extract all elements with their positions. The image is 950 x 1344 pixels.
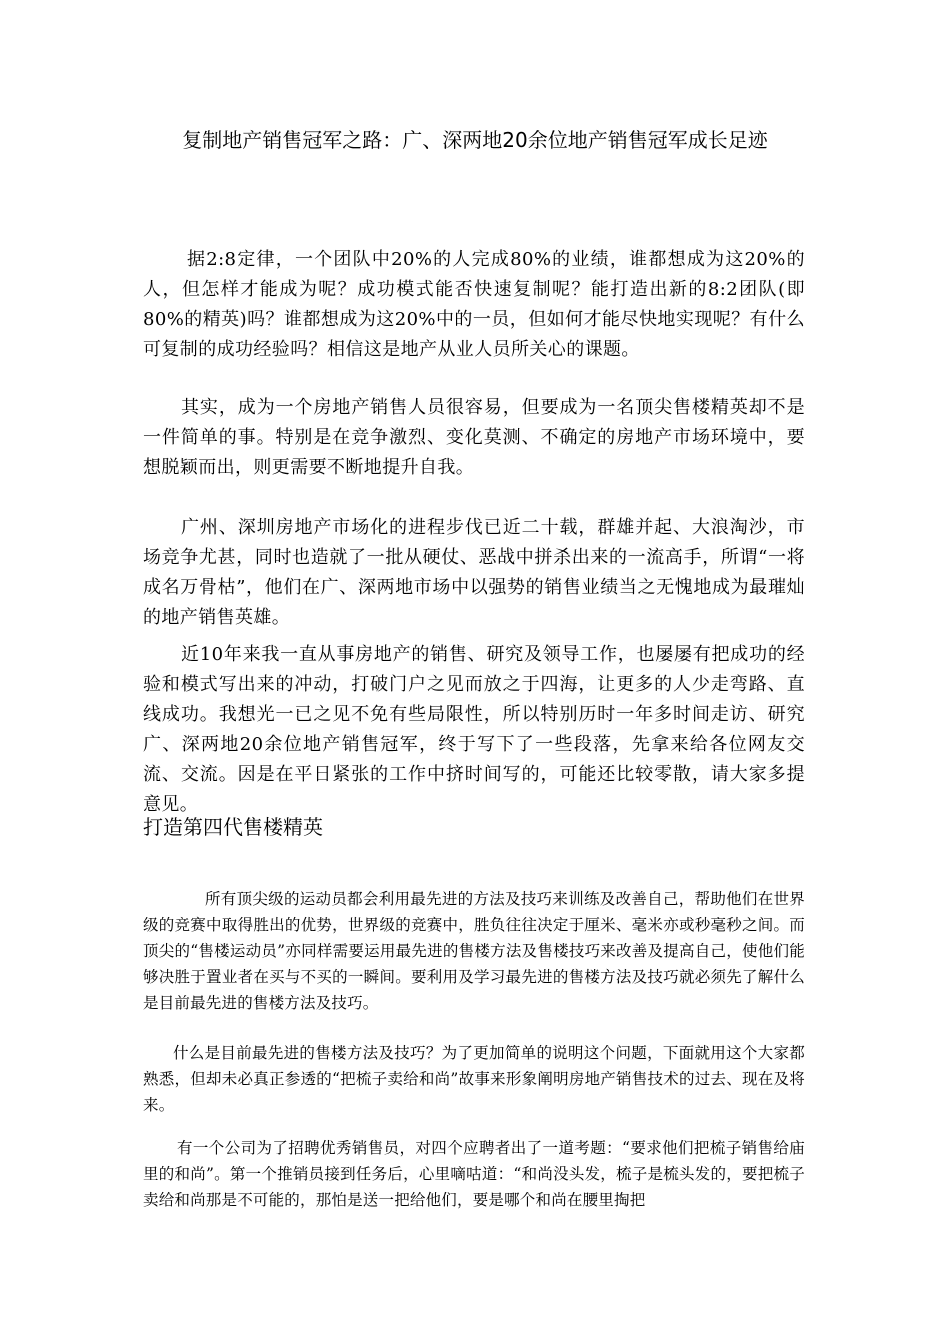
section-paragraph-3: 有一个公司为了招聘优秀销售员，对四个应聘者出了一道考题：“要求他们把梳子销售给庙里的和尚”。第一个推销员接到任务后，心里嘀咕道：“和尚没头发，梳子是梳头发的，要把梳子卖给和尚那是不可能的，那怕是送一把给他们，要是哪个和尚在腰里掏把	[143, 1139, 805, 1209]
document-title: 复制地产销售冠军之路：广、深两地20余位地产销售冠军成长足迹	[182, 128, 768, 152]
intro-paragraph-3: 广州、深圳房地产市场化的进程步伐已近二十载，群雄并起、大浪淘沙，市场竞争尤甚，同时也造就了一批从硬仗、恶战中拼杀出来的一流高手，所谓“一将成名万骨枯”，他们在广、深两地市场中以强势的销售业绩当之无愧地成为最璀灿的地产销售英雄。	[143, 517, 805, 628]
intro-paragraph-2: 其实，成为一个房地产销售人员很容易，但要成为一名顶尖售楼精英却不是一件简单的事。特别是在竞争激烈、变化莫测、不确定的房地产市场环境中，要想脱颖而出，则更需要不断地提升自我。	[143, 397, 805, 478]
intro-paragraph-1: 据2:8定律，一个团队中20%的人完成80%的业绩，谁都想成为这20%的人，但怎样才能成为呢？成功模式能否快速复制呢？能打造出新的8:2团队(即80%的精英)吗？谁都想成为这20%中的一员，但如何才能尽快地实现呢？有什么可复制的成功经验吗？相信这是地产从业人员所关心的课题。	[143, 249, 805, 360]
section-heading: 打造第四代售楼精英	[143, 815, 323, 839]
section-paragraph-1: 所有顶尖级的运动员都会利用最先进的方法及技巧来训练及改善自己，帮助他们在世界级的竞赛中取得胜出的优势，世界级的竞赛中，胜负往往决定于厘米、毫米亦或秒毫秒之间。而顶尖的“售楼运动员”亦同样需要运用最先进的售楼方法及售楼技巧来改善及提高自己，使他们能够决胜于置业者在买与不买的一瞬间。要利用及学习最先进的售楼方法及技巧就必须先了解什么是目前最先进的售楼方法及技巧。	[143, 890, 805, 1012]
section-paragraph-2: 什么是目前最先进的售楼方法及技巧？为了更加简单的说明这个问题，下面就用这个大家都熟悉，但却未必真正参透的“把梳子卖给和尚”故事来形象阐明房地产销售技术的过去、现在及将来。	[143, 1044, 805, 1114]
intro-paragraph-4: 近10年来我一直从事房地产的销售、研究及领导工作，也屡屡有把成功的经验和模式写出来的冲动，打破门户之见而放之于四海，让更多的人少走弯路、直线成功。我想光一已之见不免有些局限性，所以特别历时一年多时间走访、研究广、深两地20余位地产销售冠军，终于写下了一些段落，先拿来给各位网友交流、交流。因是在平日紧张的工作中挤时间写的，可能还比较零散，请大家多提意见。	[143, 644, 805, 815]
